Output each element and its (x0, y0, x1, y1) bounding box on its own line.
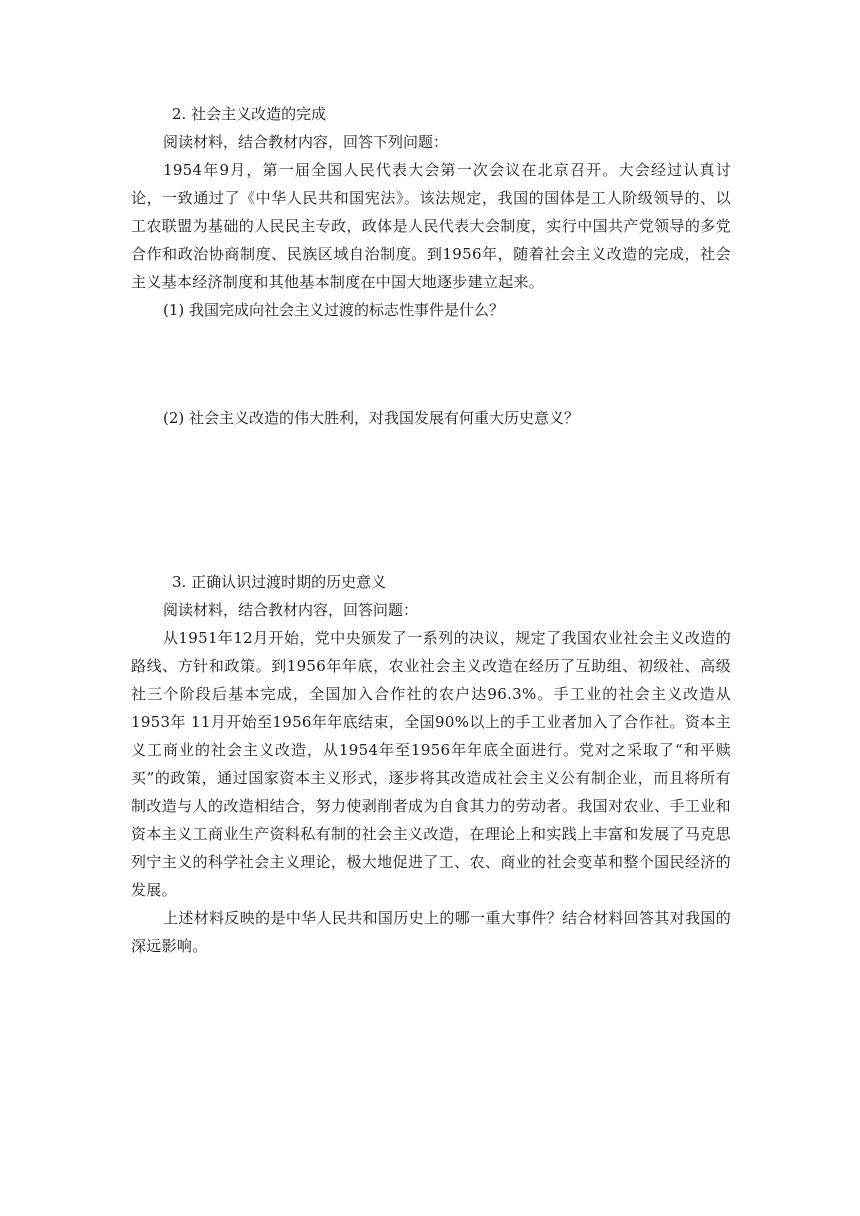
section-3-material: 从1951年12月开始，党中央颁发了一系列的决议，规定了我国农业社会主义改造的路线、方针和政策。到1956年年底，农业社会主义改造在经历了互助组、初级社、高级社三个阶段后基本完成，全国加入合作社的农户达96.3%。手工业的社会主义改造从1953年 11月开始至1956年年底结束，全国90%以上的手工业者加入了合作社。资本主义工商业的社会主义改造，从1954年至1956年年底全面进行。党对之采取了“和平赎买”的政策，通过国家资本主义形式，逐步将其改造成社会主义公有制企业，而且将所有制改造与人的改造相结合，努力使剥削者成为自食其力的劳动者。我国对农业、手工业和资本主义工商业生产资料私有制的社会主义改造，在理论上和实践上丰富和发展了马克思列宁主义的科学社会主义理论，极大地促进了工、农、商业的社会变革和整个国民经济的发展。 (131, 629, 731, 899)
section-2-question-1: (1) 我国完成向社会主义过渡的标志性事件是什么？ (163, 301, 505, 319)
section-2-instruction: 阅读材料，结合教材内容，回答下列问题： (163, 133, 449, 151)
section-2-material: 1954年9月，第一届全国人民代表大会第一次会议在北京召开。大会经过认真讨论，一致通过了《中华人民共和国宪法》。该法规定，我国的国体是工人阶级领导的、以工农联盟为基础的人民民主专政，政体是人民代表大会制度，实行中国共产党领导的多党合作和政治协商制度、民族区域自治制度。到1956年，随着社会主义改造的完成，社会主义基本经济制度和其他基本制度在中国大地逐步建立起来。 (131, 161, 731, 291)
answer-space-1 (131, 324, 731, 404)
section-2-heading: 2. 社会主义改造的完成 (172, 105, 327, 123)
document-page (131, 100, 731, 960)
section-3-heading: 3. 正确认识过渡时期的历史意义 (172, 573, 387, 591)
section-2-question-2: (2) 社会主义改造的伟大胜利，对我国发展有何重大历史意义？ (163, 409, 580, 427)
section-3-instruction: 阅读材料，结合教材内容，回答问题： (163, 601, 419, 619)
answer-space-2 (131, 432, 731, 568)
section-3-question: 上述材料反映的是中华人民共和国历史上的哪一重大事件？结合材料回答其对我国的深远影响。 (131, 909, 731, 955)
